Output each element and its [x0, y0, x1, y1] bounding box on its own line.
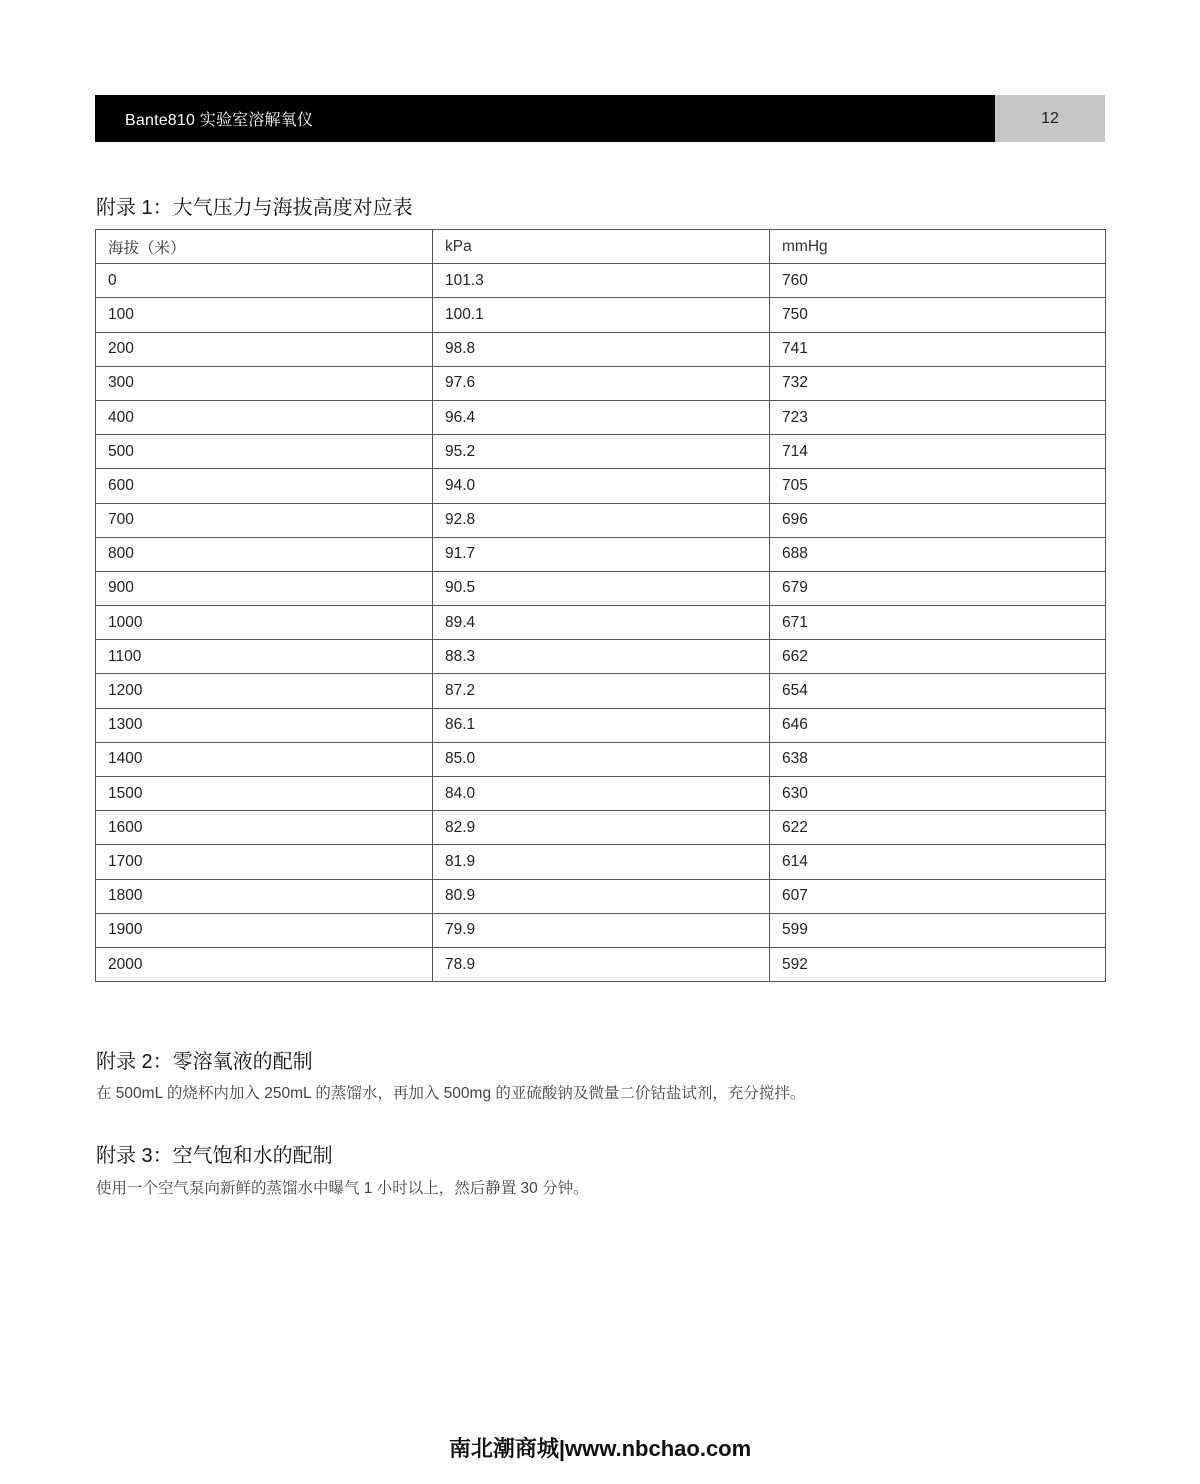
altitude-cell: 800	[96, 537, 433, 571]
altitude-cell: 900	[96, 571, 433, 605]
mmhg-cell: 696	[770, 503, 1106, 537]
kpa-cell: 98.8	[433, 332, 770, 366]
mmhg-cell: 732	[770, 366, 1106, 400]
kpa-cell: 100.1	[433, 298, 770, 332]
table-row	[96, 606, 1106, 640]
kpa-cell: 84.0	[433, 777, 770, 811]
appendix3-title: 附录 3：空气饱和水的配制	[96, 1145, 333, 1167]
table-body	[96, 264, 1106, 982]
altitude-cell: 300	[96, 366, 433, 400]
mmhg-cell: 646	[770, 708, 1106, 742]
table-row	[96, 947, 1106, 981]
kpa-cell: 89.4	[433, 606, 770, 640]
column-header-kpa: kPa	[433, 230, 770, 264]
mmhg-cell: 607	[770, 879, 1106, 913]
mmhg-cell: 654	[770, 674, 1106, 708]
kpa-cell: 79.9	[433, 913, 770, 947]
kpa-cell: 86.1	[433, 708, 770, 742]
document-title: Bante810 实验室溶解氧仪	[125, 112, 314, 129]
altitude-cell: 500	[96, 435, 433, 469]
table-row	[96, 400, 1106, 434]
table-row	[96, 845, 1106, 879]
altitude-cell: 0	[96, 264, 433, 298]
altitude-cell: 100	[96, 298, 433, 332]
mmhg-cell: 638	[770, 742, 1106, 776]
mmhg-cell: 741	[770, 332, 1106, 366]
altitude-cell: 1600	[96, 811, 433, 845]
mmhg-cell: 714	[770, 435, 1106, 469]
altitude-cell: 1100	[96, 640, 433, 674]
mmhg-cell: 622	[770, 811, 1106, 845]
kpa-cell: 80.9	[433, 879, 770, 913]
table-row	[96, 435, 1106, 469]
mmhg-cell: 705	[770, 469, 1106, 503]
mmhg-cell: 679	[770, 571, 1106, 605]
appendix2-body: 在 500mL 的烧杯内加入 250mL 的蒸馏水，再加入 500mg 的亚硫酸钠及微量二价钴盐试剂，充分搅拌。	[96, 1085, 806, 1102]
altitude-cell: 600	[96, 469, 433, 503]
table-row	[96, 777, 1106, 811]
mmhg-cell: 671	[770, 606, 1106, 640]
table-row	[96, 742, 1106, 776]
appendix3-body: 使用一个空气泵向新鲜的蒸馏水中曝气 1 小时以上，然后静置 30 分钟。	[96, 1180, 589, 1197]
kpa-cell: 96.4	[433, 400, 770, 434]
table-row	[96, 674, 1106, 708]
altitude-cell: 1500	[96, 777, 433, 811]
altitude-cell: 1700	[96, 845, 433, 879]
table-row	[96, 708, 1106, 742]
mmhg-cell: 723	[770, 400, 1106, 434]
footer-watermark: 南北潮商城|www.nbchao.com	[448, 1436, 752, 1461]
header-bar	[95, 95, 995, 142]
altitude-cell: 200	[96, 332, 433, 366]
kpa-cell: 97.6	[433, 366, 770, 400]
mmhg-cell: 688	[770, 537, 1106, 571]
altitude-cell: 400	[96, 400, 433, 434]
altitude-cell: 2000	[96, 947, 433, 981]
altitude-cell: 1400	[96, 742, 433, 776]
table-row	[96, 332, 1106, 366]
altitude-cell: 1000	[96, 606, 433, 640]
table-row	[96, 571, 1106, 605]
kpa-cell: 88.3	[433, 640, 770, 674]
altitude-cell: 1800	[96, 879, 433, 913]
appendix1-title: 附录 1：大气压力与海拔高度对应表	[96, 197, 413, 219]
table-row	[96, 640, 1106, 674]
page-number-box	[995, 95, 1105, 142]
kpa-cell: 101.3	[433, 264, 770, 298]
kpa-cell: 95.2	[433, 435, 770, 469]
mmhg-cell: 614	[770, 845, 1106, 879]
mmhg-cell: 662	[770, 640, 1106, 674]
column-header-altitude: 海拔（米）	[96, 230, 433, 264]
altitude-cell: 1300	[96, 708, 433, 742]
kpa-cell: 78.9	[433, 947, 770, 981]
altitude-cell: 1200	[96, 674, 433, 708]
page-number: 12	[1041, 109, 1059, 127]
table-row	[96, 537, 1106, 571]
kpa-cell: 82.9	[433, 811, 770, 845]
table-row	[96, 469, 1106, 503]
table-row	[96, 811, 1106, 845]
mmhg-cell: 630	[770, 777, 1106, 811]
appendix2-title: 附录 2：零溶氧液的配制	[96, 1051, 313, 1073]
table-row	[96, 366, 1106, 400]
altitude-cell: 700	[96, 503, 433, 537]
table-header-row	[96, 230, 1106, 264]
kpa-cell: 91.7	[433, 537, 770, 571]
mmhg-cell: 760	[770, 264, 1106, 298]
altitude-cell: 1900	[96, 913, 433, 947]
table-row	[96, 298, 1106, 332]
table-row	[96, 879, 1106, 913]
kpa-cell: 90.5	[433, 571, 770, 605]
column-header-mmhg: mmHg	[770, 230, 1106, 264]
kpa-cell: 81.9	[433, 845, 770, 879]
mmhg-cell: 592	[770, 947, 1106, 981]
mmhg-cell: 599	[770, 913, 1106, 947]
mmhg-cell: 750	[770, 298, 1106, 332]
table-row	[96, 264, 1106, 298]
table-row	[96, 913, 1106, 947]
kpa-cell: 85.0	[433, 742, 770, 776]
kpa-cell: 92.8	[433, 503, 770, 537]
altitude-pressure-table	[95, 229, 1106, 982]
table-row	[96, 503, 1106, 537]
kpa-cell: 87.2	[433, 674, 770, 708]
kpa-cell: 94.0	[433, 469, 770, 503]
